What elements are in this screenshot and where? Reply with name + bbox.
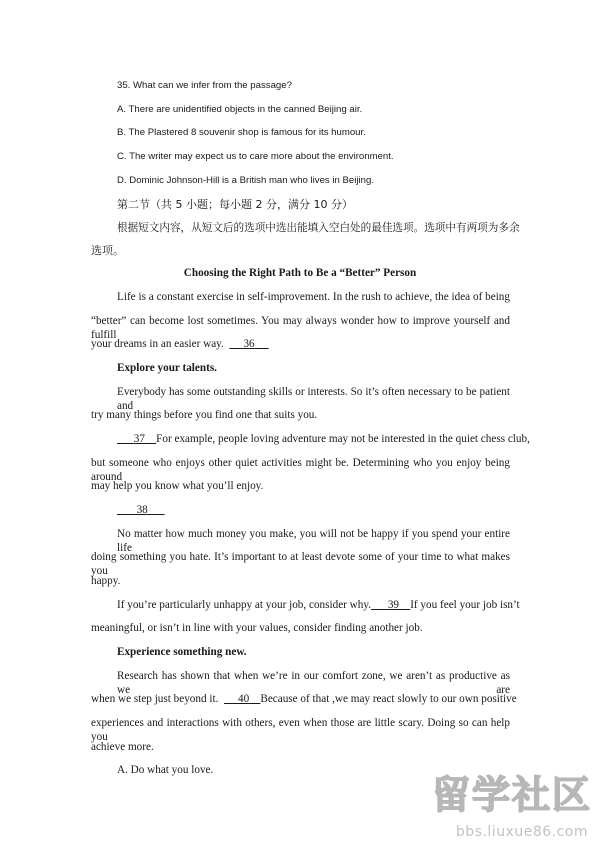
question-35-option-c: C. The writer may expect us to care more about the environment.: [117, 151, 394, 162]
blank-37: 37: [133, 433, 145, 445]
paragraph-6-line-2-start: when we step just beyond it.: [91, 693, 219, 705]
watermark: [430, 764, 594, 844]
blank-36: 36: [243, 338, 255, 350]
paragraph-1-line-2: “better” can become lost sometimes. You may always wonder how to improve yourself and fulfill: [91, 315, 510, 341]
paragraph-4-line-1: No matter how much money you make, you will not be happy if you spend your entire life: [117, 528, 510, 554]
paragraph-6-line-2-end: Because of that ,we may react slowly to our own positive: [260, 693, 517, 705]
paragraph-6-line-4: achieve more.: [91, 741, 154, 753]
question-35-option-a: A. There are unidentified objects in the canned Beijing air.: [117, 104, 363, 115]
paragraph-1-line-3-text: your dreams in an easier way.: [91, 338, 224, 350]
watermark-logo: 留学社区: [431, 773, 592, 817]
option-a: A. Do what you love.: [117, 764, 214, 776]
paragraph-3-line-3: may help you know what you’ll enjoy.: [91, 480, 264, 492]
watermark-url: bbs.liuxue86.com: [455, 824, 588, 840]
paragraph-2-line-2: try many things before you find one that suits you.: [91, 409, 318, 421]
paragraph-4-line-2: doing something you hate. It’s important to at least devote some of your time to what makes you: [91, 551, 510, 577]
paragraph-3-line-1: [117, 432, 530, 446]
paragraph-5-line-1: [117, 598, 520, 612]
paragraph-6-line-2: [91, 692, 517, 706]
paragraph-1-line-3: [91, 337, 269, 351]
paragraph-1-line-1: Life is a constant exercise in self-improvement. In the rush to achieve, the idea of being: [117, 291, 510, 303]
paragraph-5-line-1-end: If you feel your job isn’t: [410, 599, 520, 611]
paragraph-4-line-3: happy.: [91, 575, 121, 587]
question-35-option-b: B. The Plastered 8 souvenir shop is famous for its humour.: [117, 127, 366, 138]
paragraph-5-line-2: meaningful, or isn’t in line with your values, consider finding another job.: [91, 622, 423, 634]
question-35-stem: 35. What can we infer from the passage?: [117, 80, 292, 91]
paragraph-5-line-1-start: If you’re particularly unhappy at your job, consider why.: [117, 599, 372, 611]
blank-39: 39: [387, 599, 399, 611]
passage-title: Choosing the Right Path to Be a “Better” Person: [183, 267, 417, 279]
blank-40: 40: [237, 693, 250, 705]
paragraph-6-line-3: experiences and interactions with others, even when those are little scary. Doing so can help you: [91, 717, 510, 743]
paragraph-6-line-1: Research has shown that when we’re in our comfort zone, we aren’t as productive as we are: [117, 670, 510, 696]
subheading-explore-talents: Explore your talents.: [117, 362, 217, 374]
paragraph-2-line-1: Everybody has some outstanding skills or interests. So it’s often necessary to be patient and: [117, 386, 510, 412]
paragraph-3-line-2: but someone who enjoys other quiet activities might be. Determining who you enjoy being around: [91, 457, 510, 483]
paragraph-3-line-1-text: For example, people loving adventure may not be interested in the quiet chess club,: [156, 433, 530, 445]
question-35-option-d: D. Dominic Johnson-Hill is a British man who lives in Beijing.: [117, 175, 374, 186]
subheading-experience-new: Experience something new.: [117, 646, 247, 658]
section-instruction-line-1: 根据短文内容，从短文后的选项中选出能填入空白处的最佳选项。选项中有两项为多余: [117, 222, 520, 234]
blank-38: 38: [136, 504, 148, 516]
section-heading: 第二节（共 5 小题；每小题 2 分，满分 10 分）: [117, 198, 353, 211]
section-instruction-line-2: 选项。: [91, 244, 124, 257]
